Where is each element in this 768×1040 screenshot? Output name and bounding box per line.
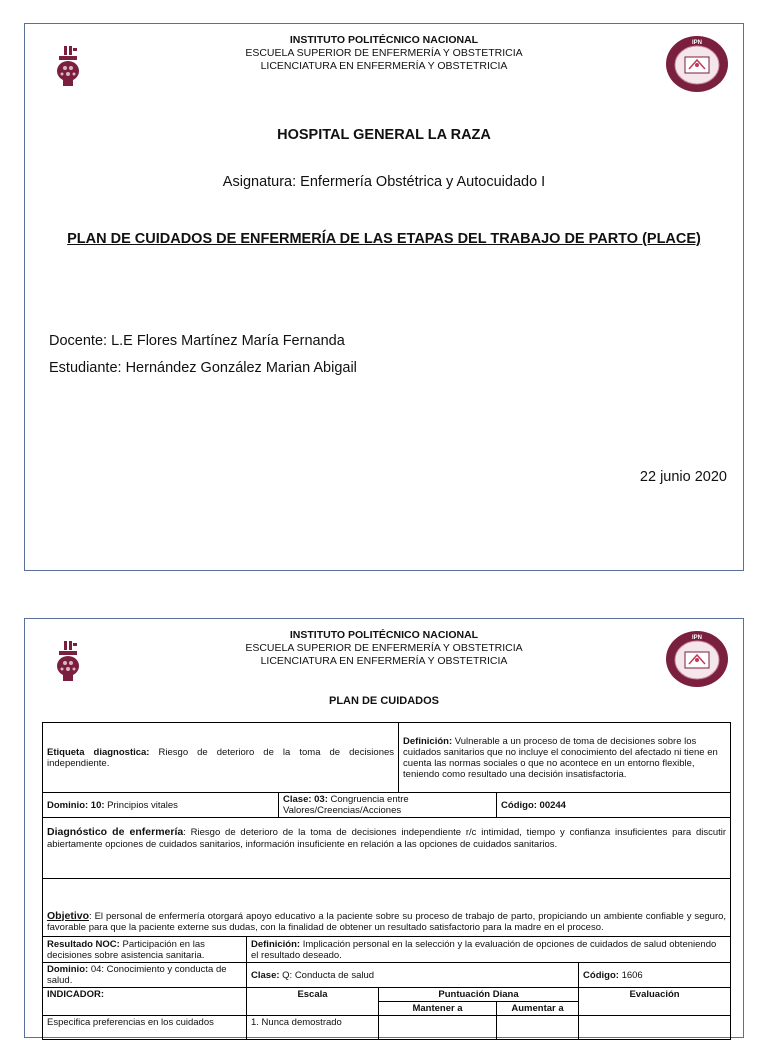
diagnostico-label: Diagnóstico de enfermería: [47, 826, 184, 838]
evaluacion-header: Evaluación: [579, 988, 731, 1016]
noc-clase-value: Q: Conducta de salud: [282, 969, 375, 981]
dominio-value: Principios vitales: [107, 799, 178, 811]
etiqueta-label: Etiqueta diagnostica:: [47, 746, 150, 758]
noc-definicion-label: Definición:: [251, 938, 301, 950]
school-name: ESCUELA SUPERIOR DE ENFERMERÍA Y OBSTETRICIA: [245, 642, 523, 654]
objetivo-value: : El personal de enfermería otorgará apoyo educativo a la paciente sobre su proceso de trabajo de parto, propiciando un ambiente confiable y seguro, favorable para que la paciente externe sus dudas, con la finalidad de obtener un resultado satisfactorio para la madre en el proceso.: [47, 910, 727, 933]
hospital-name: HOSPITAL GENERAL LA RAZA: [277, 127, 491, 143]
clase-cell: [279, 793, 497, 818]
noc-codigo-value: 1606: [621, 969, 643, 981]
noc-dominio-cell: [43, 963, 247, 988]
degree-name: LICENCIATURA EN ENFERMERÍA Y OBSTETRICIA: [260, 655, 508, 667]
school-name: ESCUELA SUPERIOR DE ENFERMERÍA Y OBSTETRICIA: [245, 47, 523, 59]
noc-label: Resultado NOC:: [47, 938, 120, 950]
aumentar-cell: [497, 1016, 579, 1040]
noc-clase-label: Clase:: [251, 969, 280, 981]
escala-header: Escala: [247, 988, 379, 1016]
clase-value: Congruencia entre Valores/Creencias/Acciones: [283, 794, 409, 816]
mantener-cell: [379, 1016, 497, 1040]
noc-cell: [43, 937, 247, 963]
objetivo-label: Objetivo: [47, 909, 90, 922]
definicion-cell: [399, 723, 731, 793]
clase-label: Clase: 03:: [283, 794, 328, 805]
mantener-header: Mantener a: [379, 1002, 497, 1016]
svg-text:IPN: IPN: [691, 40, 703, 46]
noc-codigo-label: Código:: [583, 969, 619, 981]
objetivo-cell: [43, 879, 731, 937]
diagnostico-cell: [43, 818, 731, 879]
indicador-cell: Especifica preferencias en los cuidados: [43, 1016, 247, 1040]
noc-value: Participación en las decisiones sobre asistencia sanitaria.: [47, 938, 205, 961]
aumentar-header: Aumentar a: [497, 1002, 579, 1016]
cover-page: [24, 23, 744, 571]
noc-clase-cell: [247, 963, 579, 988]
noc-dominio-value: 04: Conocimiento y conducta de salud.: [47, 964, 227, 986]
codigo-cell: [497, 793, 731, 818]
dominio-cell: [43, 793, 279, 818]
indicador-header: INDICADOR:: [43, 988, 247, 1016]
estudiante-line: Estudiante: Hernández González Marian Abigail: [49, 360, 357, 376]
care-plan-page: [24, 618, 744, 1038]
noc-codigo-cell: [579, 963, 731, 988]
asignatura-line: Asignatura: Enfermería Obstétrica y Autocuidado I: [222, 174, 546, 190]
docente-line: Docente: L.E Flores Martínez María Fernanda: [49, 333, 345, 349]
svg-text:IPN: IPN: [691, 635, 703, 641]
definicion-label: Definición:: [403, 735, 453, 747]
etiqueta-value: Riesgo de deterioro de la toma de decisiones independiente.: [47, 746, 395, 769]
noc-definicion-value: Implicación personal en la selección y la evaluación de opciones de cuidados de salud obteniendo el resultado deseado.: [251, 938, 717, 961]
degree-name: LICENCIATURA EN ENFERMERÍA Y OBSTETRICIA: [260, 60, 508, 72]
institution-name: INSTITUTO POLITÉCNICO NACIONAL: [289, 629, 479, 641]
care-plan-table: [42, 722, 731, 1040]
escala-cell: 1. Nunca demostrado: [247, 1016, 379, 1040]
noc-definicion-cell: [247, 937, 731, 963]
diagnostico-value: : Riesgo de deterioro de la toma de decisiones independiente r/c intimidad, tiempo y confianza insuficientes para discutir abiertamente opciones de cuidados sanitarios, información insuficiente en relación a las opciones de cuidados sanitarios.: [47, 827, 727, 850]
plan-title: PLAN DE CUIDADOS DE ENFERMERÍA DE LAS ETAPAS DEL TRABAJO DE PARTO (PLACE): [67, 231, 701, 247]
dominio-label: Dominio: 10:: [47, 799, 105, 811]
institution-header: [25, 629, 743, 668]
etiqueta-cell: [43, 723, 399, 793]
puntuacion-diana-header: Puntuación Diana: [379, 988, 579, 1002]
noc-dominio-label: Dominio:: [47, 964, 89, 975]
institution-header: [25, 34, 743, 73]
codigo-label: Código: 00244: [501, 799, 566, 811]
date-line: 22 junio 2020: [639, 469, 727, 485]
institution-name: INSTITUTO POLITÉCNICO NACIONAL: [289, 34, 479, 46]
definicion-value: Vulnerable a un proceso de toma de decisiones sobre los cuidados sanitarios que no incluye el conocimiento del afectado ni tiene en cuenta las normas sociales o que no acontece en un entorno flexible, teniendo como resultado una decisión insatisfactoria.: [403, 735, 718, 780]
evaluacion-cell: [579, 1016, 731, 1040]
plan-heading: PLAN DE CUIDADOS: [328, 695, 439, 707]
